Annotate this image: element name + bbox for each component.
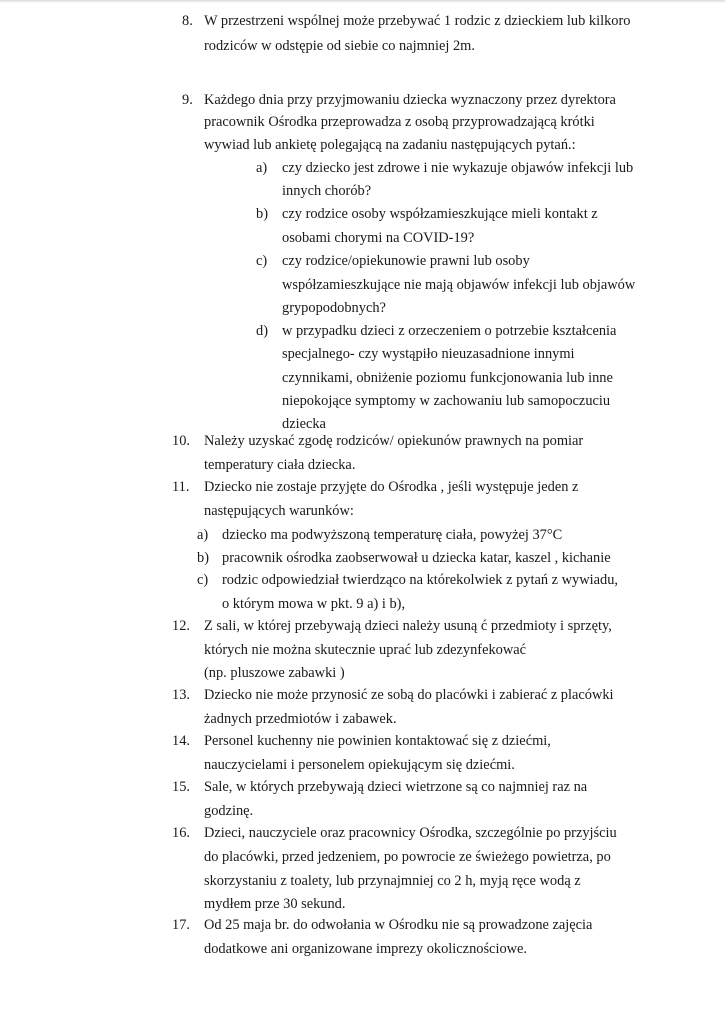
subitem-text-line: innych chorób? (282, 183, 372, 199)
item-text-line: godzinę. (204, 803, 254, 819)
subitem-text-line: w przypadku dzieci z orzeczeniem o potrzebie kształcenia (282, 323, 617, 339)
item-text-line: Każdego dnia przy przyjmowaniu dziecka wyznaczony przez dyrektora (204, 92, 616, 108)
item-text-line: W przestrzeni wspólnej może przebywać 1 rodzic z dzieckiem lub kilkoro (204, 13, 631, 29)
subitem-text-line: czy rodzice/opiekunowie prawni lub osoby (282, 253, 530, 269)
subitem-letter: c) (197, 572, 209, 588)
item-text-line: (np. pluszowe zabawki ) (204, 665, 345, 681)
item-text-line: Personel kuchenny nie powinien kontaktować się z dziećmi, (204, 733, 551, 749)
subitem-text-line: specjalnego- czy wystąpiło nieuzasadnione innymi (282, 346, 575, 362)
item-text-line: wywiad lub ankietę polegającą na zadaniu następujących pytań.: (204, 137, 576, 153)
subitem-text-line: dziecko ma podwyższoną temperaturę ciała, powyżej 37°C (222, 527, 563, 543)
subitem-text-line: rodzic odpowiedział twierdząco na którekolwiek z pytań z wywiadu, (222, 572, 618, 588)
subitem-text-line: czynnikami, obniżenie poziomu funkcjonowania lub inne (282, 370, 613, 386)
subitem-text-line: osobami chorymi na COVID-19? (282, 230, 475, 246)
item-text-line: Dziecko nie może przynosić ze sobą do placówki i zabierać z placówki (204, 687, 614, 703)
item-text-line: skorzystaniu z toalety, lub przynajmniej co 2 h, myją ręce wodą z (204, 873, 581, 889)
subitem-letter: a) (256, 160, 268, 176)
item-text-line: pracownik Ośrodka przeprowadza z osobą przyprowadzającą krótki (204, 114, 595, 130)
item-number: 10. (172, 433, 190, 449)
subitem-text-line: dziecka (282, 416, 326, 432)
item-text-line: Dziecko nie zostaje przyjęte do Ośrodka , jeśli występuje jeden z (204, 479, 579, 495)
subitem-text-line: o którym mowa w pkt. 9 a) i b), (222, 596, 406, 612)
subitem-letter: c) (256, 253, 268, 269)
item-number: 12. (172, 618, 190, 634)
item-number: 16. (172, 825, 190, 841)
item-text-line: dodatkowe ani organizowane imprezy okolicznościowe. (204, 941, 528, 957)
subitem-letter: d) (256, 323, 268, 339)
item-text-line: Od 25 maja br. do odwołania w Ośrodku nie są prowadzone zajęcia (204, 917, 593, 933)
item-text-line: Należy uzyskać zgodę rodziców/ opiekunów prawnych na pomiar (204, 433, 584, 449)
item-text-line: Sale, w których przebywają dzieci wietrzone są co najmniej raz na (204, 779, 588, 795)
subitem-text-line: pracownik ośrodka zaobserwował u dziecka katar, kaszel , kichanie (222, 550, 611, 566)
item-text-line: rodziców w odstępie od siebie co najmniej 2m. (204, 38, 475, 54)
item-text-line: następujących warunków: (204, 503, 354, 519)
subitem-letter: b) (256, 206, 268, 222)
item-number: 11. (172, 479, 190, 495)
item-text-line: nauczycielami i personelem opiekującym się dziećmi. (204, 757, 515, 773)
subitem-letter: b) (197, 550, 209, 566)
item-number: 13. (172, 687, 190, 703)
item-number: 17. (172, 917, 190, 933)
item-text-line: mydłem prze 30 sekund. (204, 896, 346, 912)
subitem-text-line: czy rodzice osoby współzamieszkujące mieli kontakt z (282, 206, 598, 222)
subitem-text-line: grypopodobnych? (282, 300, 386, 316)
subitem-text-line: czy dziecko jest zdrowe i nie wykazuje objawów infekcji lub (282, 160, 634, 176)
item-number: 8. (182, 13, 193, 29)
item-number: 15. (172, 779, 190, 795)
item-text-line: Dzieci, nauczyciele oraz pracownicy Ośrodka, szczególnie po przyjściu (204, 825, 617, 841)
subitem-letter: a) (197, 527, 209, 543)
item-number: 9. (182, 92, 193, 108)
item-text-line: żadnych przedmiotów i zabawek. (204, 711, 397, 727)
item-text-line: do placówki, przed jedzeniem, po powrocie ze świeżego powietrza, po (204, 849, 611, 865)
subitem-text-line: niepokojące symptomy w zachowaniu lub samopoczuciu (282, 393, 611, 409)
item-number: 14. (172, 733, 190, 749)
subitem-text-line: współzamieszkujące nie mają objawów infekcji lub objawów (282, 277, 636, 293)
item-text-line: temperatury ciała dziecka. (204, 457, 356, 473)
item-text-line: których nie można skutecznie uprać lub zdezynfekować (204, 642, 527, 658)
item-text-line: Z sali, w której przebywają dzieci należy usuną ć przedmioty i sprzęty, (204, 618, 612, 634)
